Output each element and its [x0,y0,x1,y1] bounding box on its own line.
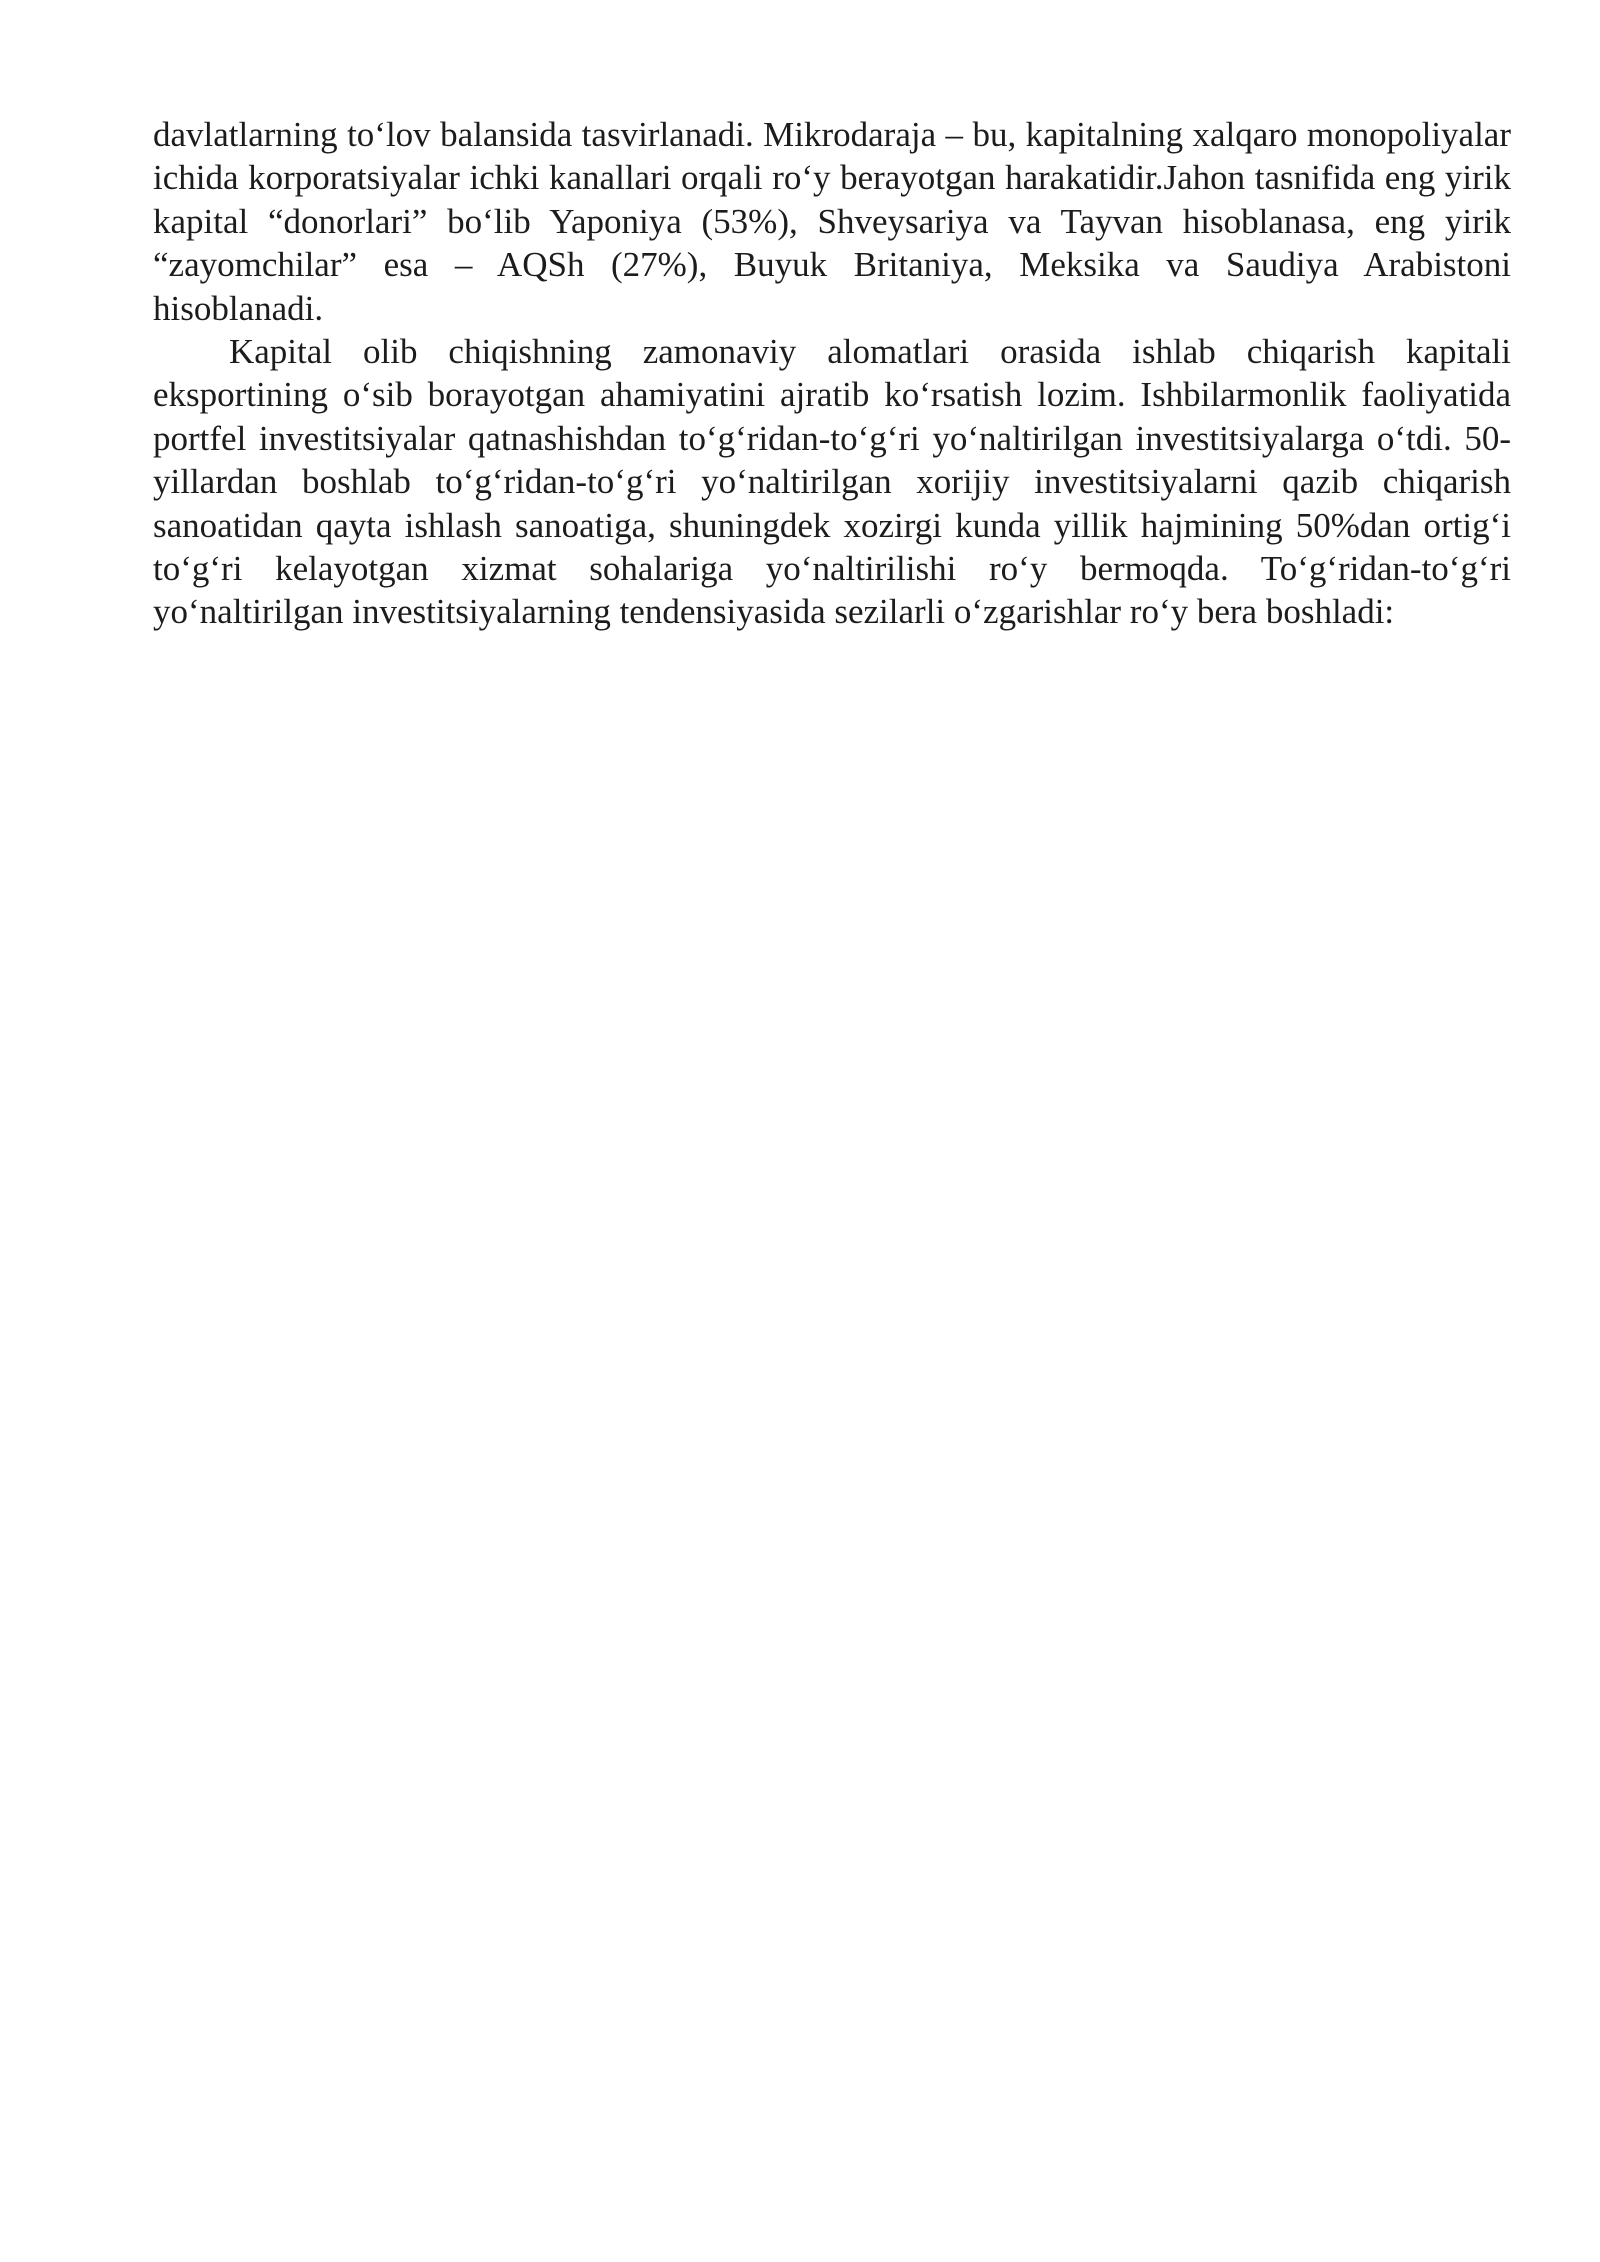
paragraph-continuation: davlatlarning to‘lov balansida tasvirlanadi. Mikrodaraja – bu, kapitalning xalqaro monopoliyalar ichida korporatsiyalar ichki kanallari orqali ro‘y berayotgan harakatidir.Jahon tasnifida eng yirik kapital “donorlari” bo‘lib Yaponiya (53%), Shveysariya va Tayvan hisoblanasa, eng yirik “zayomchilar” esa – AQSh (27%), Buyuk Britaniya, Meksika va Saudiya Arabistoni hisoblanadi. [153,115,1511,328]
body-text [153,113,1511,634]
paragraph-capital-export: Kapital olib chiqishning zamonaviy alomatlari orasida ishlab chiqarish kapitali eksportining o‘sib borayotgan ahamiyatini ajratib ko‘rsatish lozim. Ishbilarmonlik faoliyatida portfel investitsiyalar qatnashishdan to‘g‘ridan-to‘g‘ri yo‘naltirilgan investitsiyalarga o‘tdi. 50-yillardan boshlab to‘g‘ridan-to‘g‘ri yo‘naltirilgan xorijiy investitsiyalarni qazib chiqarish sanoatidan qayta ishlash sanoatiga, shuningdek xozirgi kunda yillik hajmining 50%dan ortig‘i to‘g‘ri kelayotgan xizmat sohalariga yo‘naltirilishi ro‘y bermoqda. To‘g‘ridan-to‘g‘ri yo‘naltirilgan investitsiyalarning tendensiyasida sezilarli o‘zgarishlar ro‘y bera boshladi: [153,332,1511,632]
